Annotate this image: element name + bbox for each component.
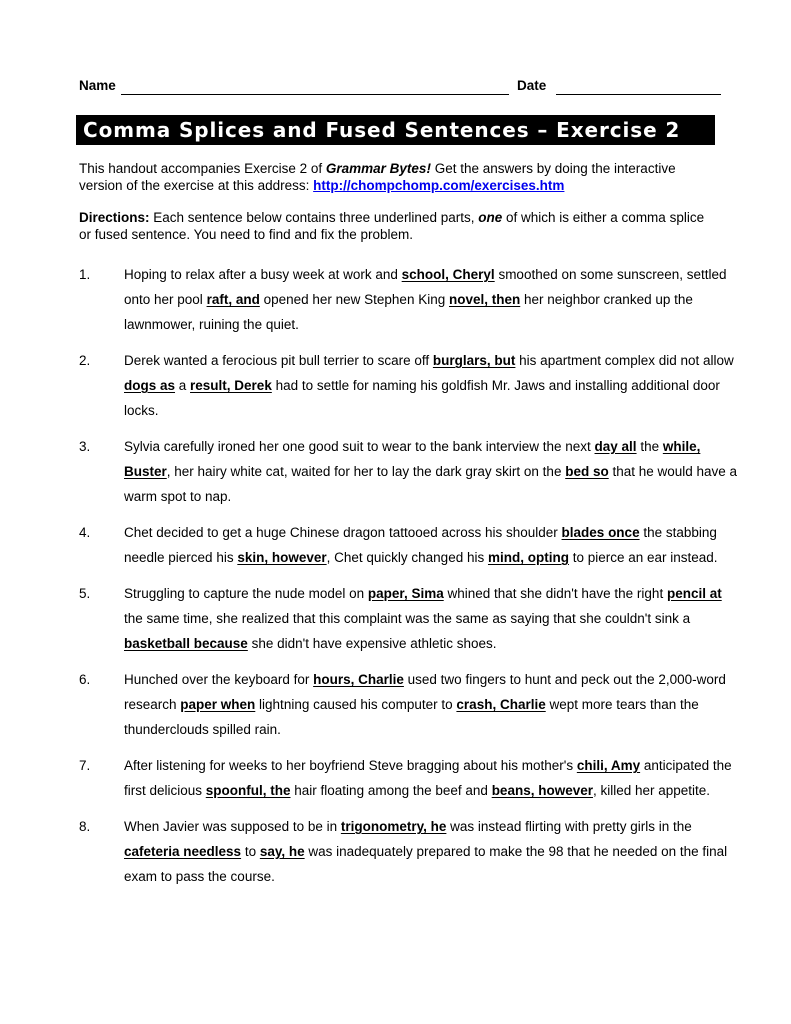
underlined-part: trigonometry, he [340,819,447,834]
sentence-text: Chet decided to get a huge Chinese dragon tattooed across his shoulder [124,525,562,540]
exercise-item [79,262,739,337]
underlined-part: cafeteria needless [124,844,242,859]
exercise-list [79,262,739,900]
sentence-text: anticipated the first delicious [124,758,732,798]
sentence-text: Sylvia carefully ironed her one good suit to wear to the bank interview the next [124,439,595,454]
underlined-part: bed so [565,464,609,479]
sentence-text: , killed her appetite. [592,783,711,798]
page-title: Comma Splices and Fused Sentences – Exercise 2 [76,115,715,145]
item-text [124,353,734,418]
sentence-text: Hunched over the keyboard for [124,672,314,687]
sentence-text: that he would have a warm spot to nap. [124,464,738,504]
underlined-part: blades once [561,525,640,540]
sentence-text: used two fingers to hunt and peck out the 2,000-word research [124,672,726,712]
sentence-text: hair floating among the beef and [290,783,492,798]
sentence-text: , Chet quickly changed his [326,550,488,565]
item-text [124,586,722,651]
directions-paragraph [79,209,719,243]
directions-text-2: of which is either a comma splice or fused sentence. You need to find and fix the problem. [79,210,705,242]
sentence-text: Derek wanted a ferocious pit bull terrier to scare off [124,353,433,368]
underlined-part: day all [594,439,637,454]
sentence-text: had to settle for naming his goldfish Mr. Jaws and installing additional door locks. [124,378,720,418]
underlined-part: mind, opting [487,550,569,565]
directions-label: Directions: [79,210,150,225]
sentence-text: , her hairy white cat, waited for her to lay the dark gray skirt on the [166,464,566,479]
item-text [124,525,718,565]
sentence-text: smoothed on some sunscreen, settled onto her pool [124,267,727,307]
sentence-text: his apartment complex did not allow [515,353,734,368]
underlined-part: result, Derek [190,378,272,393]
directions-text-1: Each sentence below contains three underlined parts, [149,210,479,225]
intro-paragraph [79,160,719,194]
item-text [124,819,727,884]
name-date-row [79,78,721,98]
underlined-part: skin, however [237,550,327,565]
date-label: Date [517,78,547,93]
exercise-item [79,348,739,423]
underlined-part: school, Cheryl [401,267,495,282]
sentence-text: to pierce an ear instead. [568,550,718,565]
sentence-text: wept more tears than the thunderclouds spilled rain. [124,697,699,737]
underlined-part: spoonful, the [205,783,291,798]
underlined-part: novel, then [448,292,521,307]
underlined-part: say, he [259,844,305,859]
underlined-part: dogs as [124,378,176,393]
intro-text-1: This handout accompanies Exercise 2 of [79,161,326,176]
sentence-text: was inadequately prepared to make the 98 that he needed on the final exam to pass the course. [124,844,728,884]
underlined-part: raft, and [206,292,260,307]
sentence-text: lightning caused his computer to [255,697,457,712]
underlined-part: burglars, but [432,353,516,368]
sentence-text: After listening for weeks to her boyfriend Steve bragging about his mother's [124,758,577,773]
sentence-text: to [241,844,260,859]
sentence-text: a [175,378,191,393]
underlined-part: while, Buster [124,439,701,479]
directions-emphasis: one [478,210,503,225]
item-number: 7. [79,758,91,773]
item-number: 8. [79,819,91,834]
item-text [124,672,726,737]
exercise-item [79,520,739,570]
underlined-part: chili, Amy [576,758,641,773]
sentence-text: Hoping to relax after a busy week at work and [124,267,402,282]
book-title: Grammar Bytes! [325,161,431,176]
item-number: 5. [79,586,91,601]
exercise-item [79,753,739,803]
sentence-text: opened her new Stephen King [259,292,449,307]
exercise-link[interactable]: http://chompchomp.com/exercises.htm [313,178,565,193]
sentence-text: Struggling to capture the nude model on [124,586,368,601]
item-number: 3. [79,439,91,454]
item-number: 6. [79,672,91,687]
item-text [124,267,727,332]
underlined-part: basketball because [124,636,248,651]
item-number: 4. [79,525,91,540]
underlined-part: paper, Sima [367,586,444,601]
exercise-item [79,667,739,742]
sentence-text: When Javier was supposed to be in [124,819,341,834]
underlined-part: hours, Charlie [313,672,404,687]
item-text [124,439,737,504]
name-label: Name [79,78,116,93]
item-number: 2. [79,353,91,368]
exercise-item [79,814,739,889]
sentence-text: she didn't have expensive athletic shoes. [247,636,497,651]
sentence-text: was instead flirting with pretty girls in the [446,819,692,834]
sentence-text: the same time, she realized that this complaint was the same as saying that she couldn't sink a [124,611,691,626]
sentence-text: the [636,439,663,454]
date-field-line[interactable] [556,94,721,95]
item-text [124,758,732,798]
sentence-text: whined that she didn't have the right [443,586,667,601]
underlined-part: beans, however [491,783,593,798]
name-field-line[interactable] [121,94,509,95]
exercise-item [79,434,739,509]
underlined-part: crash, Charlie [456,697,546,712]
sentence-text: her neighbor cranked up the lawnmower, ruining the quiet. [124,292,693,332]
exercise-item [79,581,739,656]
sentence-text: the stabbing needle pierced his [124,525,717,565]
underlined-part: paper when [180,697,256,712]
underlined-part: pencil at [666,586,722,601]
item-number: 1. [79,267,91,282]
intro-text-2: Get the answers by doing the interactive version of the exercise at this address: [79,161,676,193]
